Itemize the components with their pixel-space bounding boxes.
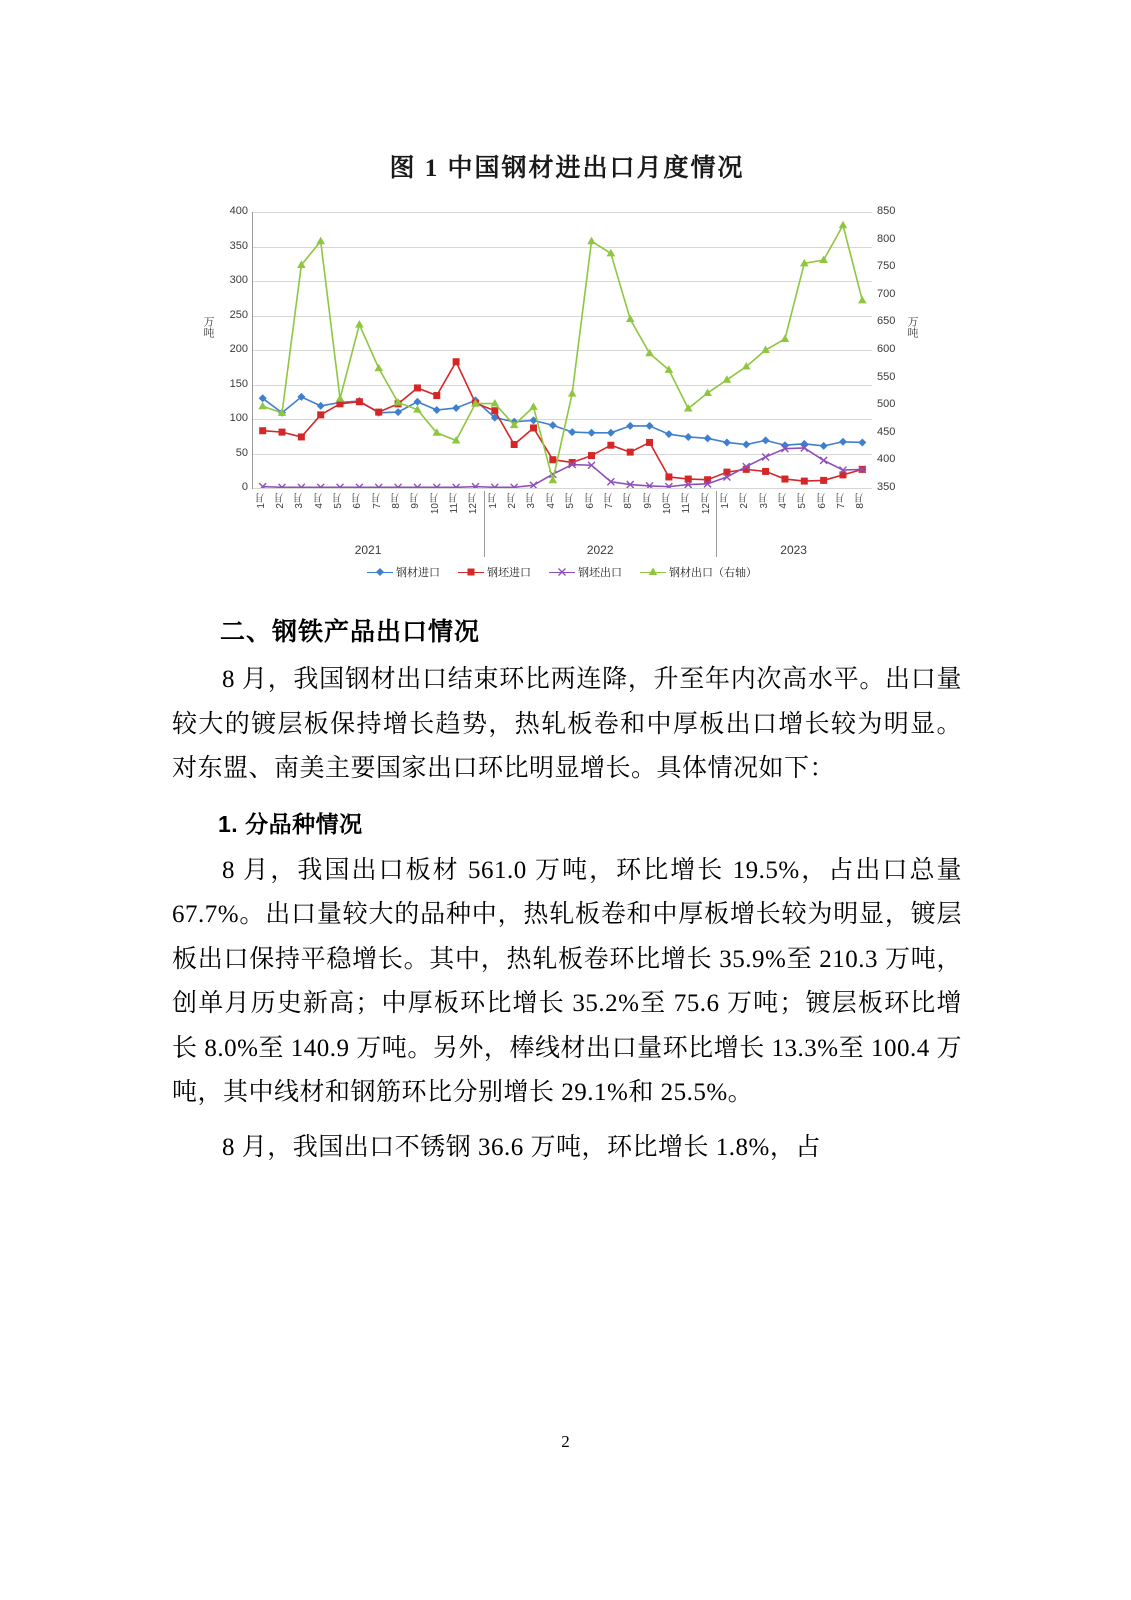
chart-data-point	[355, 320, 364, 328]
section-heading: 二、钢铁产品出口情况	[220, 618, 481, 646]
chart-data-point	[549, 421, 557, 429]
chart-data-point	[298, 433, 305, 440]
chart-x-tick-label: 10月	[661, 493, 673, 515]
chart-data-point	[433, 392, 440, 399]
chart-data-point	[761, 346, 770, 354]
chart-data-point	[626, 422, 634, 430]
chart-y-tick-right: 450	[877, 425, 896, 438]
paragraph-stainless: 8 月，我国出口不锈钢 36.6 万吨，环比增长 1.8%，占	[222, 1133, 821, 1161]
chart-data-point	[568, 428, 576, 436]
chart-data-point	[356, 398, 363, 405]
chart-legend-symbol	[458, 567, 484, 577]
chart-data-point	[801, 478, 808, 485]
chart-data-point	[723, 375, 732, 383]
chart-x-tick-label: 10月	[429, 493, 441, 515]
chart-legend-label: 钢材出口（右轴）	[669, 567, 757, 579]
chart-legend-label: 钢材进口	[396, 567, 440, 579]
chart-x-tick-label: 4月	[313, 493, 325, 509]
chart-data-point	[704, 434, 712, 442]
chart-y-tick-right: 400	[877, 453, 896, 466]
chart-data-point	[646, 439, 653, 446]
chart-y-tick-left: 400	[229, 205, 248, 217]
chart-x-tick-label: 2月	[507, 493, 519, 509]
chart-x-tick-label: 12月	[700, 493, 712, 515]
chart-y-tick-left: 200	[229, 343, 248, 355]
chart-data-point	[858, 296, 867, 304]
chart-x-tick-label: 1月	[255, 493, 267, 509]
chart-plot-area	[229, 205, 896, 493]
subsection-heading-1: 1. 分品种情况	[218, 810, 363, 837]
chart-x-axis-labels	[252, 491, 872, 541]
chart-data-point	[511, 441, 518, 448]
chart-data-point	[839, 221, 848, 229]
chart-data-point	[414, 384, 421, 391]
chart-data-point	[858, 438, 866, 446]
chart-data-point	[336, 394, 345, 402]
paragraph-by-product: 8 月，我国出口板材 561.0 万吨，环比增长 19.5%，占出口总量 67.7%。出口量较大的品种中，热轧板卷和中厚板增长较为明显，镀层板出口保持平稳增长。其中，热轧板卷环比增长 35.9%至 210.3 万吨，创单月历史新高；中厚板环比增长 35.2%至 75.6 万吨；镀层板环比增长 8.0%至 140.9 万吨。另外，棒线材出口量环比增长 13.3%至 100.4 万吨，其中线材和钢筋环比分别增长 29.1%和 25.5%。	[172, 856, 962, 1106]
chart-x-tick-label: 11月	[681, 493, 693, 514]
chart-data-point	[820, 457, 827, 464]
chart-data-point	[762, 453, 769, 460]
chart-y-tick-right: 850	[877, 205, 896, 217]
chart-x-tick-label: 11月	[449, 493, 461, 514]
chart-data-point	[800, 440, 808, 448]
chart-data-point	[723, 438, 731, 446]
chart-data-point	[819, 256, 828, 263]
chart-x-tick-label: 12月	[468, 493, 480, 515]
chart-x-tick-label: 6月	[352, 493, 364, 509]
chart-y-axis-label-right: 万吨	[906, 316, 918, 338]
chart-legend-item	[367, 564, 440, 580]
chart-y-tick-right: 600	[877, 343, 896, 355]
chart-y-tick-right: 800	[877, 232, 896, 245]
chart-data-point	[646, 422, 654, 430]
chart-y-tick-right: 550	[877, 370, 896, 383]
chart-y-tick-left: 100	[229, 412, 248, 424]
chart-y-tick-left: 350	[229, 239, 248, 252]
chart-data-point	[413, 398, 421, 406]
chart-data-point	[529, 402, 538, 410]
chart-data-point	[491, 407, 498, 414]
chart-data-point	[394, 408, 402, 416]
chart-data-point	[559, 569, 566, 576]
chart-x-tick-label: 8月	[623, 493, 635, 509]
chart-data-point	[375, 409, 382, 416]
chart-data-point	[839, 438, 847, 446]
chart-data-point	[607, 442, 614, 449]
chart-y-tick-right: 750	[877, 260, 896, 273]
chart-data-point	[626, 315, 635, 323]
chart-data-point	[317, 411, 324, 418]
chart-legend-symbol	[640, 567, 666, 577]
chart-data-point	[568, 389, 577, 397]
chart-legend-item	[640, 564, 757, 580]
chart-legend-item	[458, 564, 531, 580]
chart-data-point	[468, 569, 475, 576]
chart-y-tick-right: 350	[877, 481, 896, 493]
chart-x-tick-label: 8月	[391, 493, 403, 509]
page-content	[172, 0, 962, 1600]
chart-x-tick-label: 6月	[816, 493, 828, 509]
chart-x-tick-label: 4月	[545, 493, 557, 509]
chart-legend-label: 钢坯进口	[487, 567, 531, 579]
chart-x-tick-label: 7月	[835, 493, 847, 509]
chart-data-point	[742, 441, 750, 449]
chart-year-separator	[484, 491, 485, 557]
chart-y-tick-right: 500	[877, 398, 896, 411]
chart-data-point	[530, 424, 537, 431]
chart-data-point	[258, 402, 267, 410]
chart-data-point	[607, 249, 616, 257]
chart-x-tick-label: 1月	[487, 493, 499, 509]
chart-x-tick-label: 6月	[584, 493, 596, 509]
chart-data-point	[588, 452, 595, 459]
chart-gridline	[253, 488, 872, 489]
chart-year-label: 2023	[780, 543, 807, 557]
chart-figure	[182, 206, 942, 586]
chart-x-tick-label: 3月	[294, 493, 306, 509]
chart-data-point	[607, 429, 615, 437]
chart-x-tick-label: 8月	[855, 493, 867, 509]
chart-data-point	[762, 436, 770, 444]
chart-data-point	[649, 568, 658, 576]
chart-x-tick-label: 1月	[719, 493, 731, 509]
chart-data-point	[374, 364, 383, 372]
chart-x-tick-label: 5月	[565, 493, 577, 509]
chart-series-canvas	[253, 212, 872, 488]
chart-data-point	[452, 404, 460, 412]
chart-y-tick-left: 0	[241, 481, 248, 493]
chart-y-tick-right: 700	[877, 287, 896, 300]
chart-data-point	[279, 429, 286, 436]
chart-x-tick-label: 3月	[758, 493, 770, 509]
chart-y-tick-left: 300	[229, 274, 248, 286]
chart-series-line	[263, 362, 863, 481]
chart-data-point	[549, 456, 556, 463]
chart-x-tick-label: 4月	[777, 493, 789, 509]
chart-series-line	[263, 448, 863, 487]
chart-data-point	[762, 468, 769, 475]
chart-y-axis-label-left: 万吨	[202, 316, 214, 338]
chart-legend-label: 钢坯出口	[578, 567, 622, 579]
chart-data-point	[665, 430, 673, 438]
chart-data-point	[820, 442, 828, 450]
chart-x-tick-label: 2月	[739, 493, 751, 509]
chart-data-point	[781, 476, 788, 483]
chart-y-tick-left: 50	[235, 446, 248, 459]
chart-x-tick-label: 3月	[526, 493, 538, 509]
chart-year-separator	[716, 491, 717, 557]
chart-legend-item	[549, 564, 622, 580]
chart-year-labels	[252, 543, 872, 561]
chart-legend	[252, 564, 872, 580]
chart-data-point	[588, 429, 596, 437]
page-number: 2	[561, 1432, 570, 1451]
chart-data-point	[684, 433, 692, 441]
chart-y-tick-right: 650	[877, 315, 896, 328]
chart-data-point	[316, 237, 325, 245]
chart-data-point	[587, 237, 596, 245]
chart-data-point	[665, 473, 672, 480]
chart-legend-symbol	[549, 567, 575, 577]
chart-x-tick-label: 7月	[371, 493, 383, 509]
chart-data-point	[453, 358, 460, 365]
paragraph-export-overview: 8 月，我国钢材出口结束环比两连降，升至年内次高水平。出口量较大的镀层板保持增长趋势，热轧板卷和中厚板出口增长较为明显。对东盟、南美主要国家出口环比明显增长。具体情况如下：	[172, 666, 962, 782]
chart-data-point	[433, 406, 441, 414]
chart-year-label: 2021	[354, 543, 382, 557]
chart-data-point	[317, 402, 325, 410]
chart-data-point	[376, 568, 384, 576]
chart-data-point	[703, 389, 712, 397]
chart-data-point	[627, 449, 634, 456]
chart-x-tick-label: 9月	[410, 493, 422, 509]
chart-data-point	[259, 427, 266, 434]
chart-x-tick-label: 9月	[642, 493, 654, 509]
chart-data-point	[781, 334, 790, 342]
chart-data-point	[820, 477, 827, 484]
chart-x-tick-label: 7月	[603, 493, 615, 509]
chart-year-label: 2022	[586, 543, 614, 557]
chart-data-point	[645, 349, 654, 357]
figure-title: 图 1 中国钢材进出口月度情况	[389, 155, 745, 182]
chart-x-tick-label: 5月	[333, 493, 345, 509]
chart-y-tick-left: 150	[229, 377, 248, 390]
chart-x-tick-label: 2月	[275, 493, 287, 509]
chart-x-tick-label: 5月	[797, 493, 809, 509]
chart-legend-symbol	[367, 567, 393, 577]
chart-y-tick-left: 250	[229, 308, 248, 321]
